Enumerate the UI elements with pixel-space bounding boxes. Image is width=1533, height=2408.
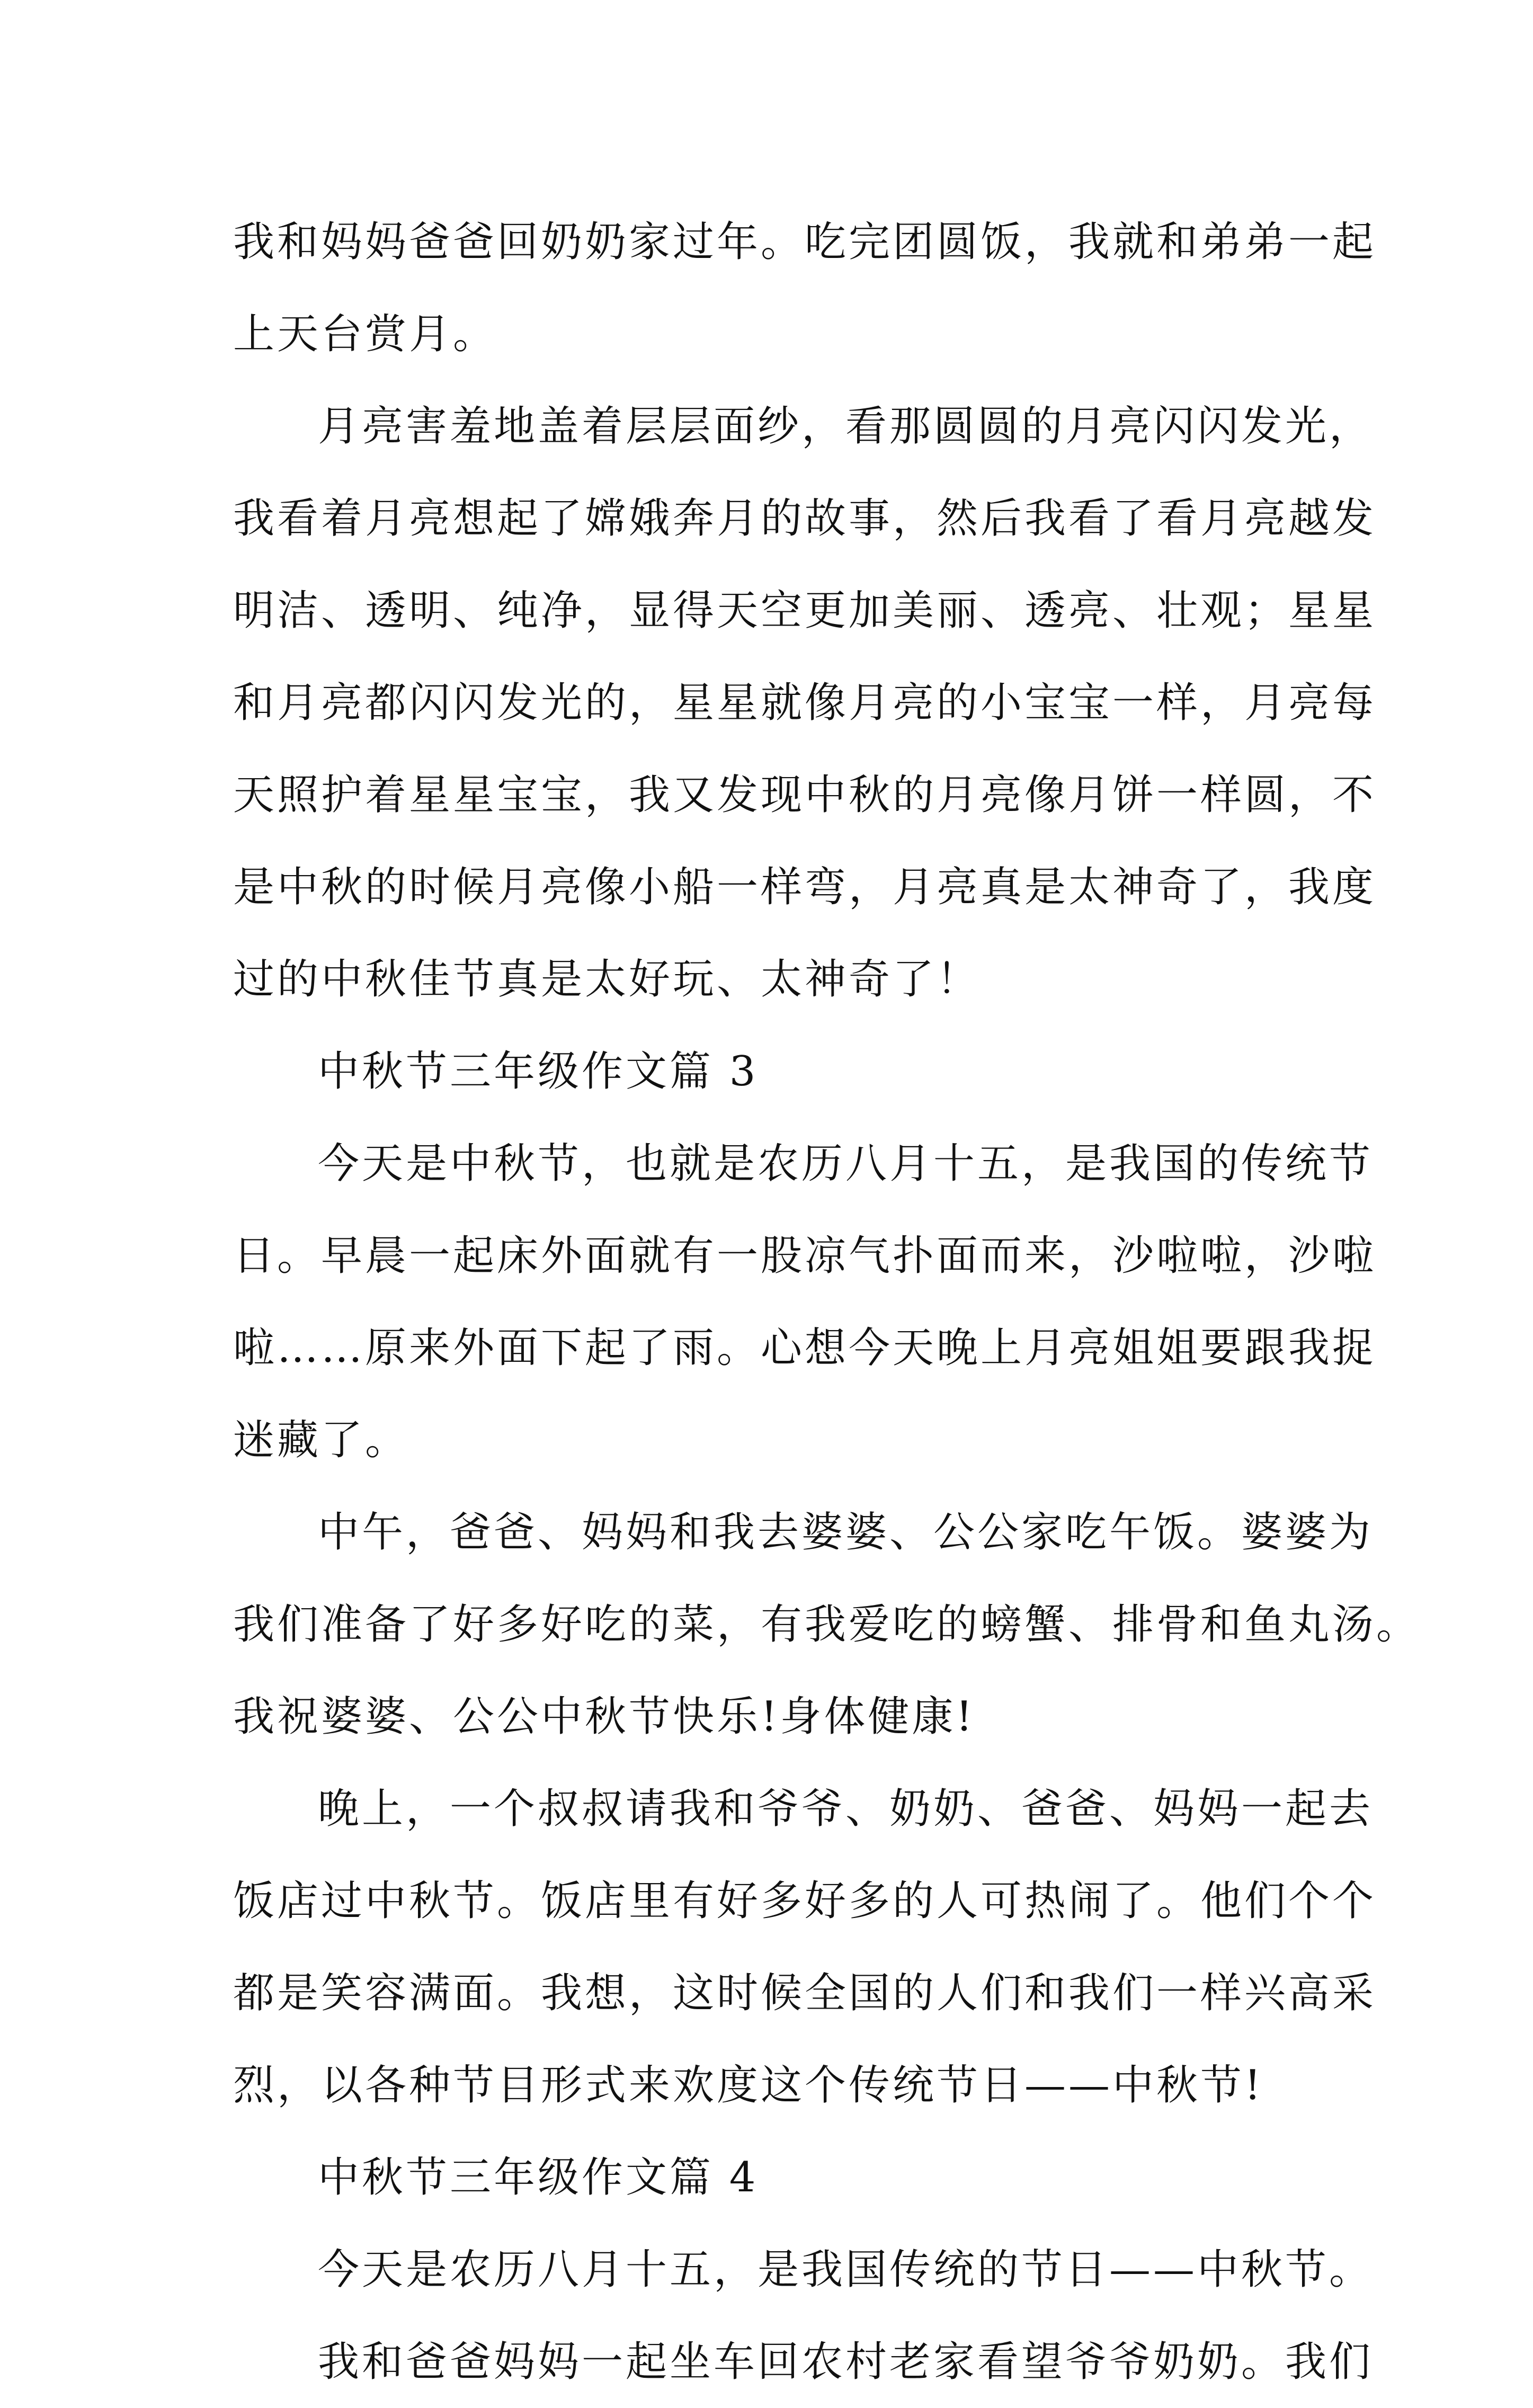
text-line: 上天台赏月。 <box>233 310 497 358</box>
paragraph-start-line: 我和爸爸妈妈一起坐车回农村老家看望爷爷奶奶。我们 <box>318 2338 1374 2386</box>
text-line: 我祝婆婆、公公中秋节快乐!身体健康! <box>233 1693 975 1741</box>
text-line: 我看着月亮想起了嫦娥奔月的故事，然后我看了看月亮越发 <box>233 495 1377 542</box>
text-line: 烈，以各种节目形式来欢度这个传统节日——中秋节! <box>233 2062 1264 2109</box>
text-line: 明洁、透明、纯净，显得天空更加美丽、透亮、壮观；星星 <box>233 587 1377 635</box>
text-line: 饭店过中秋节。饭店里有好多好多的人可热闹了。他们个个 <box>233 1877 1377 1925</box>
section-heading-4: 中秋节三年级作文篇 4 <box>318 2154 759 2201</box>
paragraph-start-line: 中午，爸爸、妈妈和我去婆婆、公公家吃午饭。婆婆为 <box>318 1509 1374 1556</box>
section-heading-3: 中秋节三年级作文篇 3 <box>318 1048 759 1095</box>
paragraph-start-line: 今天是中秋节，也就是农历八月十五，是我国的传统节 <box>318 1140 1374 1188</box>
text-line: 天照护着星星宝宝，我又发现中秋的月亮像月饼一样圆，不 <box>233 771 1377 819</box>
text-line: 日。早晨一起床外面就有一股凉气扑面而来，沙啦啦，沙啦 <box>233 1232 1377 1280</box>
text-line: 迷藏了。 <box>233 1416 409 1464</box>
paragraph-start-line: 今天是农历八月十五，是我国传统的节日——中秋节。 <box>318 2246 1374 2294</box>
text-line: 啦……原来外面下起了雨。心想今天晚上月亮姐姐要跟我捉 <box>233 1324 1377 1372</box>
text-line: 我和妈妈爸爸回奶奶家过年。吃完团圆饭，我就和弟弟一起 <box>233 218 1377 266</box>
text-line: 过的中秋佳节真是太好玩、太神奇了！ <box>233 956 981 1003</box>
text-line: 都是笑容满面。我想，这时候全国的人们和我们一样兴高采 <box>233 1969 1377 2017</box>
paragraph-start-line: 晚上，一个叔叔请我和爷爷、奶奶、爸爸、妈妈一起去 <box>318 1785 1374 1833</box>
text-line: 是中秋的时候月亮像小船一样弯，月亮真是太神奇了，我度 <box>233 863 1377 911</box>
text-line: 我们准备了好多好吃的菜，有我爱吃的螃蟹、排骨和鱼丸汤。 <box>233 1601 1421 1648</box>
paragraph-start-line: 月亮害羞地盖着层层面纱，看那圆圆的月亮闪闪发光， <box>318 403 1374 450</box>
essay-body <box>233 196 1421 2408</box>
text-line: 和月亮都闪闪发光的，星星就像月亮的小宝宝一样，月亮每 <box>233 679 1377 727</box>
